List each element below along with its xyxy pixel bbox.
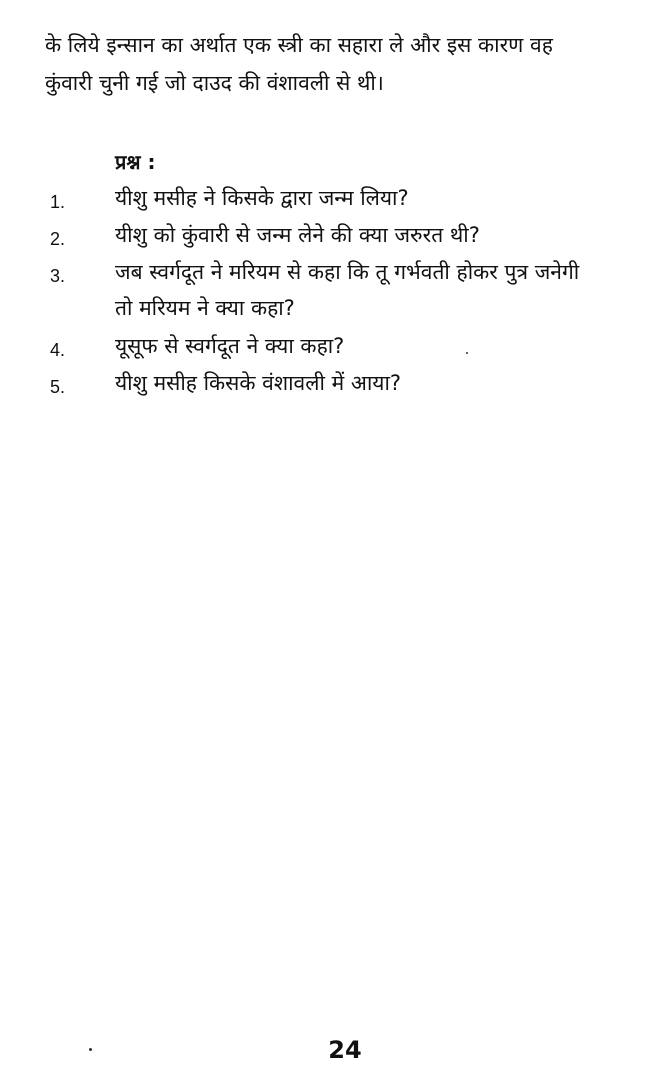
question-text: यीशु को कुंवारी से जन्म लेने की क्या जरुरत थी? xyxy=(115,223,480,247)
question-text-continued: तो मरियम ने क्या कहा? xyxy=(115,296,295,320)
paragraph-line-2: कुंवारी चुनी गई जो दाउद की वंशावली से थी। xyxy=(45,71,384,95)
questions-heading: प्रश्न : xyxy=(115,150,156,174)
question-number: 3. xyxy=(50,266,66,286)
question-number: 2. xyxy=(50,229,66,249)
page-number: 24 xyxy=(328,1036,362,1064)
question-text: यूसूफ से स्वर्गदूत ने क्या कहा? xyxy=(115,334,345,358)
scan-speck xyxy=(466,352,468,354)
question-number: 5. xyxy=(50,377,66,397)
paragraph-line-1: के लिये इन्सान का अर्थात एक स्त्री का सहारा ले और इस कारण वह xyxy=(45,33,553,57)
question-text: यीशु मसीह किसके वंशावली में आया? xyxy=(115,371,402,395)
question-text: जब स्वर्गदूत ने मरियम से कहा कि तू गर्भवती होकर पुत्र जनेगी xyxy=(115,260,580,284)
question-number: 4. xyxy=(50,340,66,360)
question-number: 1. xyxy=(50,192,66,212)
question-text: यीशु मसीह ने किसके द्वारा जन्म लिया? xyxy=(115,186,409,210)
